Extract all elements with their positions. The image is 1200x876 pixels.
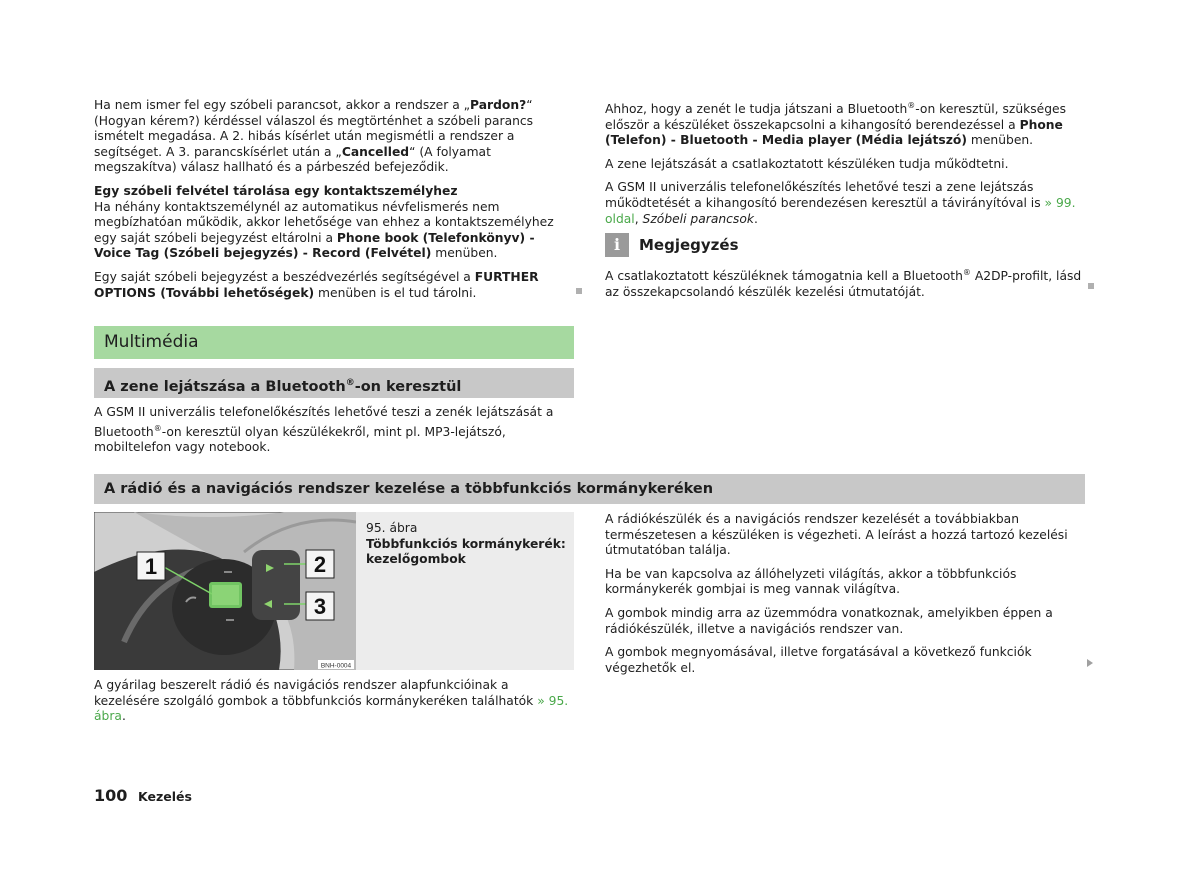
page-section-label: Kezelés — [138, 789, 192, 804]
page-number: 100 — [94, 786, 128, 805]
figure-text-block — [94, 678, 574, 733]
section-bluetooth-heading: A zene lejátszása a Bluetooth®-on keresztül — [94, 368, 574, 398]
note-text-block — [605, 265, 1085, 308]
paragraph-further-options: Egy saját szóbeli bejegyzést a beszédvezérlés segítségével a FURTHER OPTIONS (További lehetőségek) menüben is el tud tárolni. — [94, 269, 539, 300]
figure-number: 95. ábra — [366, 521, 418, 535]
paragraph-note: A csatlakoztatott készüléknek támogatnia kell a Bluetooth® A2DP-profilt, lásd az összekapcsolandó készülék kezelési útmutatóját. — [605, 268, 1082, 299]
paragraph-radio-1: A rádiókészülék és a navigációs rendszer kezelését a továbbiakban természetesen a készüléken is végezheti. A leírást a hozzá tartozó kezelési útmutatóban találja. — [605, 512, 1068, 558]
section-radio-heading: A rádió és a navigációs rendszer kezelése a többfunkciós kormánykeréken — [94, 474, 1085, 504]
callout-2: 2 — [313, 552, 327, 577]
paragraph-remote: A GSM II univerzális telefonelőkészítés lehetővé teszi a zene lejátszás működtetését a kihangosító berendezésen keresztül a távirányítóval is » 99. oldal, Szóbeli parancsok. — [605, 180, 1076, 226]
bluetooth-text-block — [94, 405, 574, 464]
end-marker — [1088, 283, 1094, 289]
paragraph-pardon: Ha nem ismer fel egy szóbeli parancsot, akkor a rendszer a „Pardon?“ (Hogyan kérem?) kérdéssel válaszol és megtörténhet a szóbeli parancs ismételt megadása. A 2. hibás kísérlet után megismétli a rendszer a segítséget. A 3. parancskísérlet után a „Cancelled“ (A folyamat megszakítva) válasz hallható és a párbeszéd befejeződik. — [94, 98, 534, 175]
radio-text-block — [605, 512, 1085, 684]
figure-code: BNH-0004 — [320, 662, 352, 670]
note-title: Megjegyzés — [639, 236, 739, 254]
info-icon: i — [605, 233, 629, 257]
left-text-block — [94, 98, 574, 309]
paragraph-radio-2: Ha be van kapcsolva az állóhelyzeti világítás, akkor a többfunkciós kormánykerék gombjai is meg vannak világítva. — [605, 566, 1017, 597]
paragraph-radio-3: A gombok mindig arra az üzemmódra vonatkoznak, amelyikben éppen a rádiókészülék, illetve a navigációs rendszer van. — [605, 605, 1053, 636]
right-text-block — [605, 98, 1085, 235]
callout-3: 3 — [313, 594, 327, 619]
paragraph-radio-4: A gombok megnyomásával, illetve forgatásával a következő funkciók végezhetők el. — [605, 645, 1032, 675]
paragraph-figure-ref: A gyárilag beszerelt rádió és navigációs rendszer alapfunkcióinak a kezelésére szolgáló gombok a többfunkciós kormánykeréken találhatók » 95. ábra. — [94, 678, 569, 724]
heading-voice-tag: Egy szóbeli felvétel tárolása egy kontaktszemélyhez — [94, 183, 458, 198]
figure-caption — [366, 521, 566, 568]
figure-title: Többfunkciós kormánykerék: kezelőgombok — [366, 536, 566, 567]
paragraph-pairing: Ahhoz, hogy a zenét le tudja játszani a Bluetooth®-on keresztül, szükséges először a készüléket összekapcsolni a kihangosító berendezéssel a Phone (Telefon) - Bluetooth - Media player (Média lejátszó) menüben. — [605, 101, 1066, 148]
end-marker — [576, 288, 582, 294]
steering-wheel-illustration — [94, 512, 356, 670]
section-multimedia-heading: Multimédia — [94, 326, 574, 359]
paragraph-bluetooth: A GSM II univerzális telefonelőkészítés lehetővé teszi a zenék lejátszását a Bluetooth®-on keresztül olyan készülékekről, mint pl. MP3-lejátszó, mobiltelefon vagy notebook. — [94, 405, 554, 455]
continue-arrow-icon — [1087, 659, 1093, 667]
callout-1: 1 — [144, 554, 158, 579]
paragraph-voice-tag: Ha néhány kontaktszemélynél az automatikus névfelismerés nem megbízhatóan működik, akkor lehetősége van ehhez a kontaktszemélyhez egy saját szóbeli bejegyzést eltárolni a Phone book (Telefonkönyv) - Voice Tag (Szóbeli bejegyzés) - Record (Felvétel) menüben. — [94, 199, 554, 261]
paragraph-playback: A zene lejátszását a csatlakoztatott készüléken tudja működtetni. — [605, 156, 1009, 171]
